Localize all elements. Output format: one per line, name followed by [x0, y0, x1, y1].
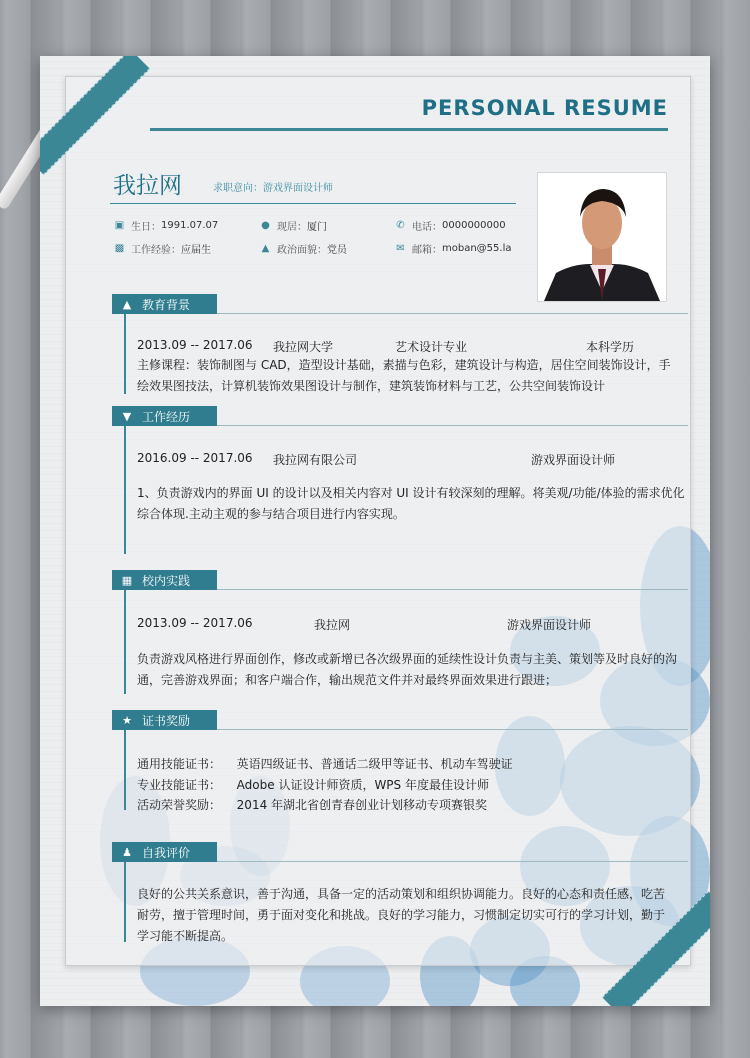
campus-description: 负责游戏风格进行界面创作，修改或新增已各次级界面的延续性设计负责与主美、策划等及时良好的沟通，完善游戏界面；和客户端合作，输出规范文件并对最终界面效果进行跟进； — [137, 652, 678, 687]
candidate-name: 我拉网 — [113, 173, 182, 199]
name-underline — [110, 203, 516, 204]
experience-value: 应届生 — [181, 245, 211, 256]
home-value: 厦门 — [307, 222, 327, 233]
title-underline — [150, 128, 668, 131]
work-description: 1、负责游戏内的界面 UI 的设计以及相关内容对 UI 设计有较深刻的理解。将美观/功能/体验的需求优化综合体现.主动主观的参与结合项目进行内容实现。 — [137, 486, 685, 521]
section-rail-certs — [124, 730, 126, 810]
calendar-icon: ▣ — [114, 220, 125, 231]
campus-org: 我拉网 — [314, 618, 351, 632]
cert-label: 专业技能证书： — [137, 778, 222, 792]
education-degree: 本科学历 — [586, 340, 635, 354]
cert-label: 活动荣誉奖励： — [137, 798, 222, 812]
cert-value: 英语四级证书、普通话二级甲等证书、机动车驾驶证 — [236, 757, 513, 771]
section-title-certs: 证书奖励 — [142, 713, 191, 728]
campus-role: 游戏界面设计师 — [507, 618, 592, 632]
phone-value: 0000000000 — [442, 220, 506, 231]
section-title-self: 自我评价 — [142, 845, 191, 860]
section-divider-work — [217, 425, 688, 426]
location-pin-icon: ● — [261, 220, 270, 231]
section-title-campus: 校内实践 — [142, 573, 191, 588]
work-company: 我拉网有限公司 — [273, 453, 358, 467]
section-title-education: 教育背景 — [142, 297, 191, 312]
person-icon: ♟ — [122, 845, 132, 859]
home-label: 现居： — [277, 222, 307, 233]
birth-info — [114, 218, 218, 233]
education-courses: 主修课程：装饰制图与 CAD，造型设计基础，素描与色彩，建筑设计与构造，居住空间装饰设计，手绘效果图技法，计算机装饰效果图设计与制作，建筑装饰材料与工艺，公共空间装饰设计 — [137, 358, 671, 393]
email-value: moban@55.la — [442, 243, 512, 254]
email-label: 邮箱： — [412, 245, 442, 256]
section-rail-education — [124, 314, 126, 394]
section-header-work — [112, 406, 217, 426]
politics-value: 党员 — [327, 245, 347, 256]
cert-label: 通用技能证书： — [137, 757, 222, 771]
education-period: 2013.09 -- 2017.06 — [137, 338, 253, 352]
section-header-certs — [112, 710, 217, 730]
section-divider-education — [217, 313, 688, 314]
phone-label: 电话： — [412, 222, 442, 233]
cert-row — [137, 796, 487, 813]
self-evaluation: 良好的公共关系意识，善于沟通，具备一定的活动策划和组织协调能力。良好的心态和责任感，吃苦耐劳，擅于管理时间，勇于面对变化和挑战。良好的学习能力，习惯制定切实可行的学习计划，勤于学习能不断提高。 — [137, 887, 666, 943]
graduation-cap-icon: ▲ — [261, 243, 270, 254]
section-header-campus — [112, 570, 217, 590]
briefcase-icon: ▩ — [114, 243, 125, 254]
email-info — [395, 241, 511, 256]
work-role: 游戏界面设计师 — [531, 453, 616, 467]
politics-info — [260, 241, 347, 256]
education-school: 我拉网大学 — [273, 340, 334, 354]
work-period: 2016.09 -- 2017.06 — [137, 451, 253, 465]
cert-row — [137, 776, 489, 793]
section-rail-campus — [124, 590, 126, 694]
profile-photo — [537, 172, 667, 302]
envelope-icon: ✉ — [396, 243, 405, 254]
home-info — [260, 218, 327, 233]
resume-paper — [40, 56, 710, 1006]
portrait-illustration — [538, 173, 666, 301]
section-divider-self — [217, 861, 688, 862]
experience-info — [114, 241, 211, 256]
experience-label: 工作经验： — [131, 245, 181, 256]
politics-label: 政治面貌： — [277, 245, 327, 256]
section-header-education — [112, 294, 217, 314]
phone-icon: ✆ — [396, 220, 405, 231]
resume-title: PERSONAL RESUME — [421, 96, 668, 120]
cert-row — [137, 755, 513, 772]
campus-period: 2013.09 -- 2017.06 — [137, 616, 253, 630]
education-major: 艺术设计专业 — [395, 340, 468, 354]
section-divider-campus — [217, 589, 688, 590]
birth-label: 生日： — [131, 222, 161, 233]
cert-value: Adobe 认证设计师资质，WPS 年度最佳设计师 — [236, 778, 489, 792]
phone-info — [395, 218, 506, 233]
trophy-icon: ★ — [122, 713, 132, 727]
section-header-self — [112, 842, 217, 862]
tie-icon: ▼ — [122, 409, 132, 423]
windows-icon: ▦ — [121, 573, 133, 587]
birth-value: 1991.07.07 — [161, 220, 219, 231]
job-intent: 求职意向：游戏界面设计师 — [213, 183, 333, 194]
section-rail-self — [124, 862, 126, 942]
section-title-work: 工作经历 — [142, 409, 191, 424]
cert-value: 2014 年湖北省创青春创业计划移动专项赛银奖 — [236, 798, 488, 812]
section-divider-certs — [217, 729, 688, 730]
graduation-cap-icon: ▲ — [122, 297, 132, 311]
section-rail-work — [124, 426, 126, 554]
